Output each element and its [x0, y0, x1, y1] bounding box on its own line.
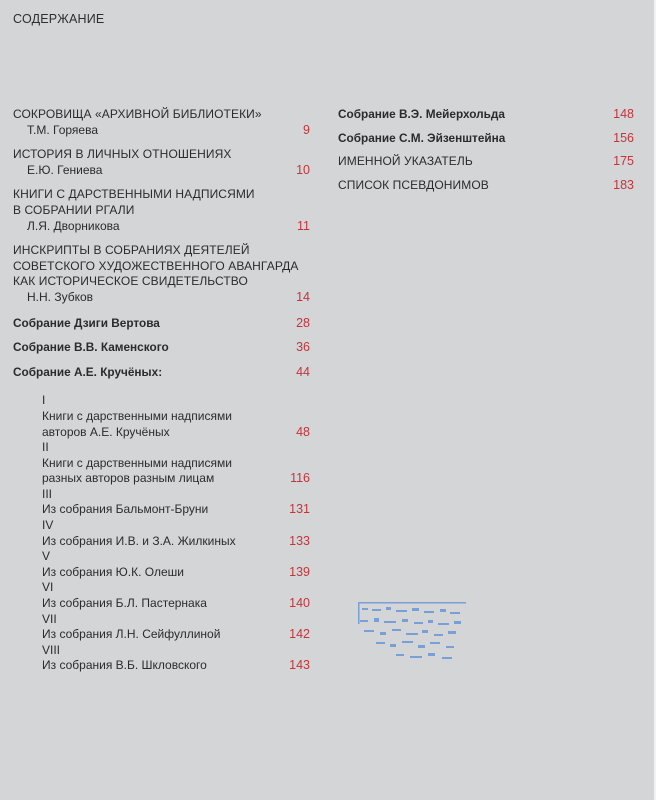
entry-title: Из собрания В.Б. Шкловского: [42, 658, 207, 673]
page-number: 183: [613, 177, 634, 192]
page-number: 36: [296, 340, 310, 355]
entry-title: Из собрания И.В. и З.А. Жилкиных: [42, 533, 236, 548]
entry-title: Из собрания Л.Н. Сейфуллиной: [42, 627, 221, 642]
toc-entry: [13, 187, 310, 234]
entry-title: разных авторов разным лицам: [42, 471, 215, 486]
entry-title: Собрание В.Э. Мейерхольда: [338, 107, 505, 121]
entry-title: Собрание В.В. Каменского: [13, 340, 169, 355]
roman-numeral: IV: [42, 518, 54, 533]
page-number: 9: [303, 122, 310, 137]
toc-entry: [338, 178, 634, 194]
sub-entry: [42, 643, 310, 674]
toc-entry: [338, 107, 634, 123]
page-number: 148: [613, 107, 634, 121]
entry-author: Т.М. Горяева: [27, 122, 98, 137]
entry-title: В СОБРАНИИ РГАЛИ: [13, 202, 135, 217]
toc-entry: [13, 107, 310, 138]
entry-title: авторов А.Е. Кручёных: [42, 424, 170, 439]
toc-entry: [13, 365, 310, 381]
page-number: 133: [289, 533, 310, 548]
sub-entry: [42, 440, 310, 487]
page-number: 28: [296, 315, 310, 330]
entry-title: КНИГИ С ДАРСТВЕННЫМИ НАДПИСЯМИ: [13, 187, 255, 202]
page-number: 44: [296, 364, 310, 379]
entry-title: Из собрания Б.Л. Пастернака: [42, 596, 207, 611]
sub-entry: [42, 393, 310, 440]
entry-title: Книги с дарственными надписями: [42, 408, 232, 423]
roman-numeral: V: [42, 549, 51, 564]
toc-entry: [13, 243, 310, 305]
page-title: СОДЕРЖАНИЕ: [13, 12, 105, 26]
toc-right-column: [338, 107, 634, 193]
toc-entry: [13, 316, 310, 332]
page-number: 139: [289, 564, 310, 579]
page-number: 175: [613, 154, 634, 169]
entry-title: СОВЕТСКОГО ХУДОЖЕСТВЕННОГО АВАНГАРДА: [13, 258, 299, 273]
entry-title: ИМЕННОЙ УКАЗАТЕЛЬ: [338, 154, 473, 169]
sub-entry: [42, 580, 310, 611]
page-number: 140: [289, 596, 310, 611]
toc-entry: [338, 131, 634, 147]
sub-entry: [42, 518, 310, 549]
page-number: 131: [289, 502, 310, 517]
entry-title: Из собрания Ю.К. Олеши: [42, 564, 184, 579]
entry-title: Собрание С.М. Эйзенштейна: [338, 130, 506, 145]
toc-left-column: [13, 107, 310, 674]
toc-entry: [13, 147, 310, 178]
page-number: 142: [289, 627, 310, 642]
toc-entry: [13, 340, 310, 356]
sub-entries: [13, 393, 310, 674]
entry-title: Книги с дарственными надписями: [42, 455, 232, 470]
sub-entry: [42, 612, 310, 643]
page-number: 11: [297, 218, 310, 233]
sub-entry: [42, 549, 310, 580]
roman-numeral: III: [42, 486, 53, 501]
entry-title: ИСТОРИЯ В ЛИЧНЫХ ОТНОШЕНИЯХ: [13, 147, 232, 162]
sub-entry: [42, 487, 310, 518]
page-number: 14: [296, 289, 310, 304]
entry-title: КАК ИСТОРИЧЕСКОЕ СВИДЕТЕЛЬСТВО: [13, 274, 248, 289]
roman-numeral: I: [42, 393, 46, 408]
entry-author: Е.Ю. Гениева: [27, 162, 103, 177]
roman-numeral: VIII: [42, 642, 61, 657]
page-number: 10: [296, 162, 310, 177]
entry-title: Собрание А.Е. Кручёных:: [13, 364, 163, 379]
page-number: 48: [296, 424, 310, 439]
page-number: 156: [613, 130, 634, 145]
entry-author: Л.Я. Дворникова: [27, 218, 120, 233]
ink-stamp-icon: [356, 600, 468, 662]
toc-entry: [338, 154, 634, 170]
entry-title: Из собрания Бальмонт-Бруни: [42, 502, 209, 517]
entry-author: Н.Н. Зубков: [27, 289, 94, 304]
entry-title: СОКРОВИЩА «АРХИВНОЙ БИБЛИОТЕКИ»: [13, 107, 262, 121]
entry-title: ИНСКРИПТЫ В СОБРАНИЯХ ДЕЯТЕЛЕЙ: [13, 243, 250, 258]
roman-numeral: VI: [42, 580, 54, 595]
roman-numeral: II: [42, 440, 49, 455]
page-number: 143: [289, 658, 310, 673]
roman-numeral: VII: [42, 611, 57, 626]
page-number: 116: [290, 471, 310, 486]
entry-title: Собрание Дзиги Вертова: [13, 315, 160, 330]
entry-title: СПИСОК ПСЕВДОНИМОВ: [338, 177, 489, 192]
